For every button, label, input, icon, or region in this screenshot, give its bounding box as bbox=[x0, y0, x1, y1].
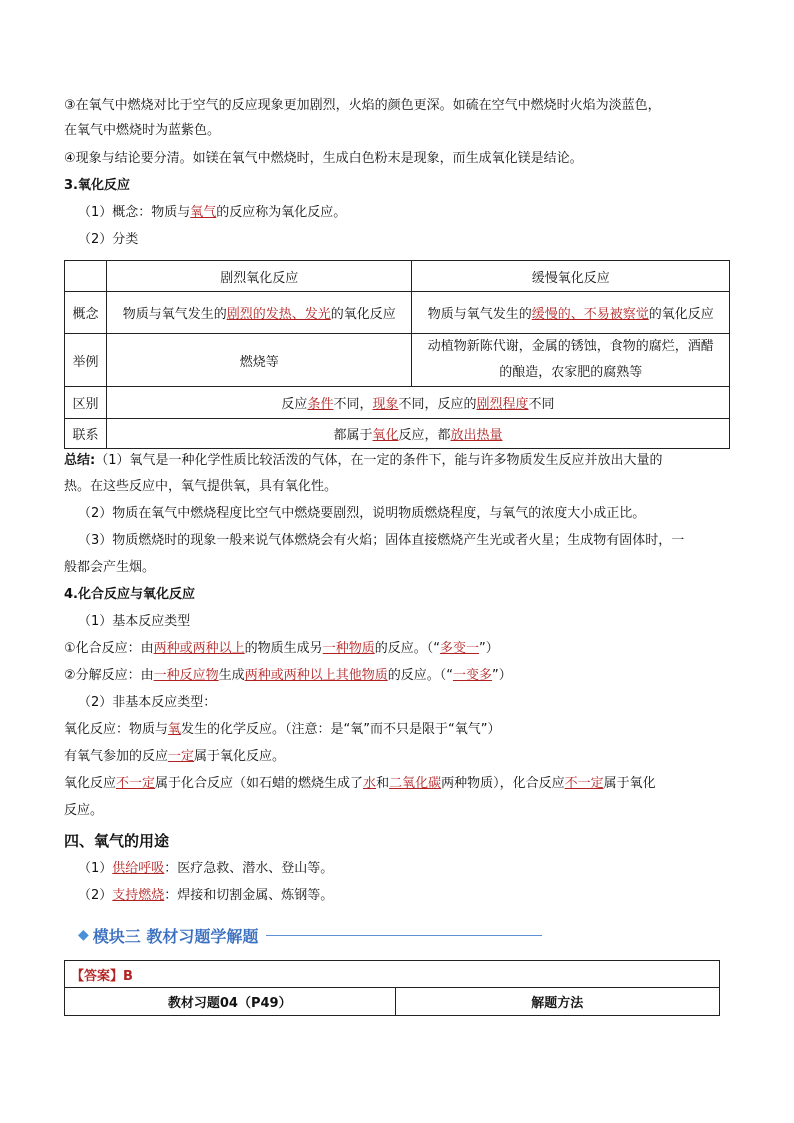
summary-line-3: （3）物质燃烧时的现象一般来说气体燃烧会有火焰；固体直接燃烧产生光或者火星；生成物有固体时，一 bbox=[78, 533, 685, 548]
answer-label: 【答案】B bbox=[65, 961, 720, 988]
module-divider bbox=[266, 935, 542, 936]
table-cell: 动植物新陈代谢，金属的锈蚀，食物的腐烂，酒醋 的酿造，农家肥的腐熟等 bbox=[412, 334, 730, 387]
non-basic-types: （2）非基本反应类型： bbox=[78, 695, 217, 710]
row-label: 举例 bbox=[65, 334, 107, 387]
table-row bbox=[65, 334, 730, 387]
table-row bbox=[65, 419, 730, 449]
item-3: ③在氧气中燃烧对比于空气的反应现象更加剧烈，火焰的颜色更深。如硫在空气中燃烧时火焰为淡蓝色， bbox=[64, 98, 661, 113]
table-row bbox=[65, 292, 730, 334]
item-4: ④现象与结论要分清。如镁在氧气中燃烧时，生成白色粉末是现象，而生成氧化镁是结论。 bbox=[64, 151, 583, 166]
basic-types: （1）基本反应类型 bbox=[78, 614, 191, 629]
summary-line-1-cont: 热。在这些反应中，氧气提供氧，具有氧化性。 bbox=[64, 479, 338, 494]
table-cell: 物质与氧气发生的缓慢的、不易被察觉的氧化反应 bbox=[412, 292, 730, 334]
oxidation-vs-combination: 氧化反应不一定属于化合反应（如石蜡的燃烧生成了水和二氧化碳两种物质），化合反应不一定属于氧化 bbox=[64, 776, 656, 791]
row-label: 联系 bbox=[65, 419, 107, 449]
oxygen-participation: 有氧气参加的反应一定属于氧化反应。 bbox=[64, 749, 286, 764]
item-3-cont: 在氧气中燃烧时为蓝紫色。 bbox=[64, 123, 221, 138]
oxidation-definition: 氧化反应：物质与氧发生的化学反应。（注意：是“氧”而不只是限于“氧气”） bbox=[64, 722, 501, 737]
decomposition-reaction: ②分解反应：由一种反应物生成两种或两种以上其他物质的反应。（“一变多”） bbox=[64, 668, 512, 683]
exercise-header: 教材习题04（P49） bbox=[65, 988, 396, 1016]
table-header-row bbox=[65, 261, 730, 292]
table-row bbox=[65, 387, 730, 419]
table-cell: 物质与氧气发生的剧烈的发热、发光的氧化反应 bbox=[106, 292, 412, 334]
section-3-title: 3.氧化反应 bbox=[64, 178, 130, 193]
concept-line: （1）概念：物质与氧气的反应称为氧化反应。 bbox=[78, 205, 347, 220]
oxidation-table bbox=[64, 260, 730, 449]
diamond-icon: ◆ bbox=[78, 927, 89, 943]
header-violent: 剧烈氧化反应 bbox=[106, 261, 412, 292]
header-slow: 缓慢氧化反应 bbox=[412, 261, 730, 292]
classification-line: （2）分类 bbox=[78, 232, 139, 247]
answer-table bbox=[64, 960, 720, 1016]
summary-line-2: （2）物质在氧气中燃烧程度比空气中燃烧要剧烈，说明物质燃烧程度，与氧气的浓度大小成正比。 bbox=[78, 506, 646, 521]
uses-title: 四、氧气的用途 bbox=[64, 832, 170, 850]
section-4-title: 4.化合反应与氧化反应 bbox=[64, 587, 195, 602]
combination-reaction: ①化合反应：由两种或两种以上的物质生成另一种物质的反应。（“多变一”） bbox=[64, 641, 499, 656]
table-cell: 燃烧等 bbox=[106, 334, 412, 387]
summary-line-3-cont: 般都会产生烟。 bbox=[64, 560, 156, 575]
row-label: 概念 bbox=[65, 292, 107, 334]
oxidation-vs-combination-cont: 反应。 bbox=[64, 803, 104, 818]
table-cell: 反应条件不同，现象不同，反应的剧烈程度不同 bbox=[106, 387, 729, 419]
answer-header-row bbox=[65, 988, 720, 1016]
summary-line-1: 总结:（1）氧气是一种化学性质比较活泼的气体，在一定的条件下，能与许多物质发生反应并放出大量的 bbox=[64, 453, 663, 468]
module-title: 模块三 教材习题学解题 bbox=[92, 926, 259, 946]
use-combustion: （2）支持燃烧：焊接和切割金属、炼钢等。 bbox=[78, 888, 334, 903]
module-header bbox=[78, 922, 542, 948]
use-breathing: （1）供给呼吸：医疗急救、潜水、登山等。 bbox=[78, 861, 334, 876]
answer-row bbox=[65, 961, 720, 988]
table-cell: 都属于氧化反应，都放出热量 bbox=[106, 419, 729, 449]
method-header: 解题方法 bbox=[395, 988, 719, 1016]
row-label: 区别 bbox=[65, 387, 107, 419]
